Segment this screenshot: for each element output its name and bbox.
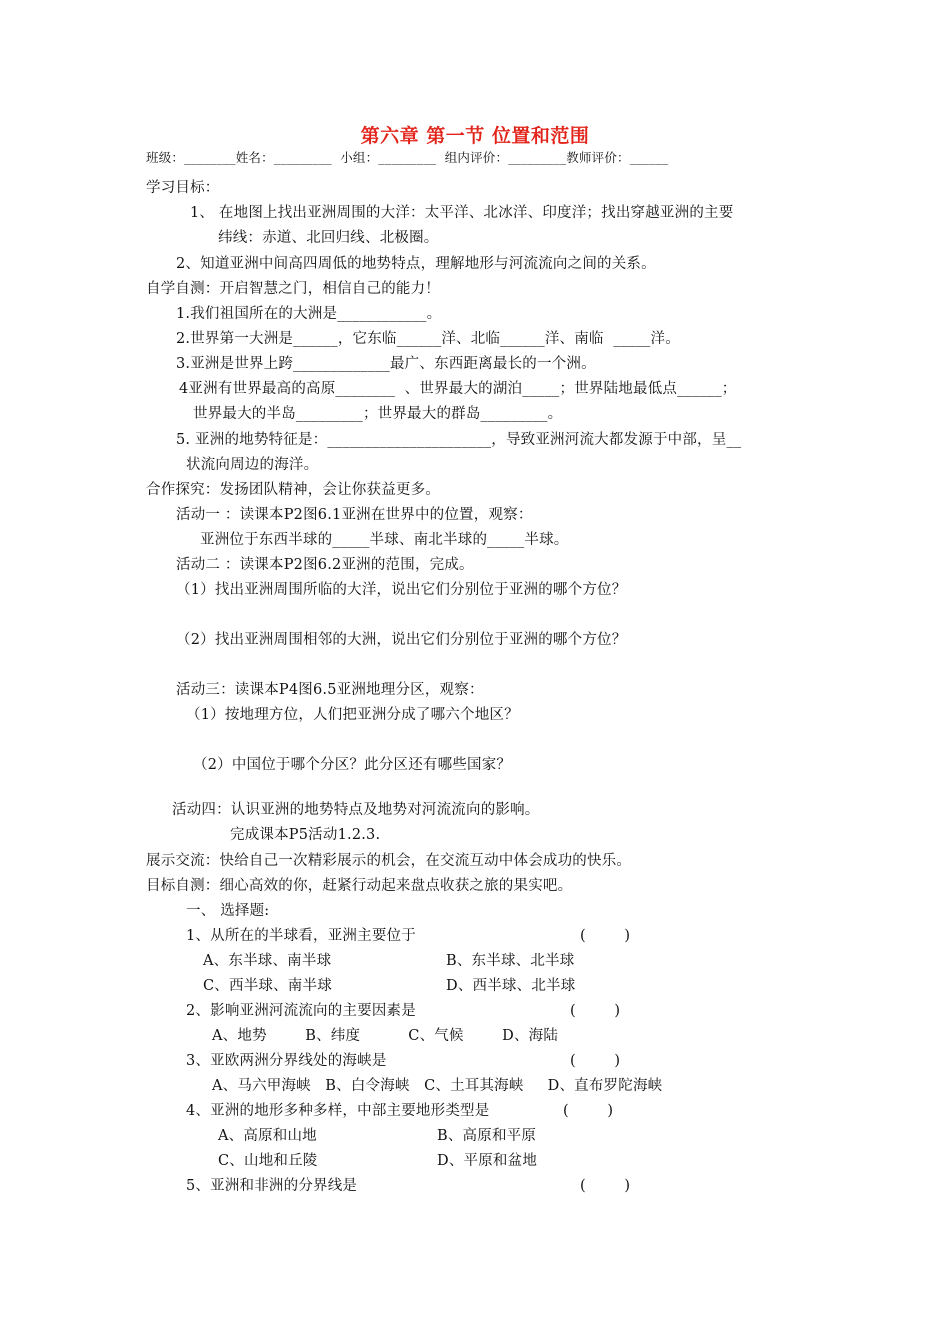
choice-q1: 1、从所在的半球看，亚洲主要位于 xyxy=(186,928,416,944)
choice-q4-option-a: A、高原和山地 xyxy=(218,1128,317,1144)
choice-q1-answer-paren: ( ) xyxy=(580,928,631,944)
self-test-q4-line2: 世界最大的半岛_________；世界最大的群岛_________。 xyxy=(193,406,563,422)
choice-q4-option-c: C、山地和丘陵 xyxy=(218,1153,318,1169)
self-test-q3: 3.亚洲是世界上跨_____________最广、东西距离最长的一个洲。 xyxy=(176,356,596,372)
self-test-q2: 2.世界第一大洲是______，它东临______洋、北临______洋、南临 _____洋。 xyxy=(176,331,680,347)
activity-4: 活动四：认识亚洲的地势特点及地势对河流流向的影响。 xyxy=(172,802,540,818)
choice-q1-option-c: C、西半球、南半球 xyxy=(203,978,332,994)
choice-q3-options: A、马六甲海峡 B、白令海峡 C、土耳其海峡 D、直布罗陀海峡 xyxy=(212,1078,663,1094)
choice-q1-option-b: B、东半球、北半球 xyxy=(446,953,575,969)
activity-3: 活动三：读课本P4图6.5亚洲地理分区，观察： xyxy=(176,682,484,698)
choice-q2: 2、影响亚洲河流流向的主要因素是 xyxy=(186,1003,416,1019)
activity-1: 活动一 ：读课本P2图6.1亚洲在世界中的位置，观察： xyxy=(176,507,533,523)
self-test-q5-line2: 状流向周边的海洋。 xyxy=(186,457,319,473)
choice-heading: 一、 选择题: xyxy=(186,903,270,919)
objective-1-line1: 1、 在地图上找出亚洲周围的大洋：太平洋、北冰洋、印度洋；找出穿越亚洲的主要 xyxy=(190,205,734,221)
choice-q4-option-d: D、平原和盆地 xyxy=(437,1153,538,1169)
activity-2: 活动二 ：读课本P2图6.2亚洲的范围，完成。 xyxy=(176,557,474,573)
explore-heading: 合作探究：发扬团队精神，会让你获益更多。 xyxy=(146,482,440,498)
target-self-test: 目标自测：细心高效的你，赶紧行动起来盘点收获之旅的果实吧。 xyxy=(146,878,573,894)
choice-q4-option-b: B、高原和平原 xyxy=(437,1128,537,1144)
objective-2: 2、知道亚洲中间高四周低的地势特点，理解地形与河流流向之间的关系。 xyxy=(176,256,656,272)
activity-4-task: 完成课本P5活动1.2.3. xyxy=(230,827,381,843)
choice-q5-answer-paren: ( ) xyxy=(580,1178,631,1194)
choice-q5: 5、亚洲和非洲的分界线是 xyxy=(186,1178,358,1194)
show-exchange: 展示交流：快给自己一次精彩展示的机会，在交流互动中体会成功的快乐。 xyxy=(146,853,632,869)
self-test-q1: 1.我们祖国所在的大洲是____________。 xyxy=(176,306,442,322)
objective-1-line2: 纬线：赤道、北回归线、北极圈。 xyxy=(218,230,439,246)
student-info-line: 班级：________姓名：_________ 小组：_________ 组内评价：_________教师评价：______ xyxy=(146,150,669,165)
choice-q4: 4、亚洲的地形多种多样，中部主要地形类型是 xyxy=(186,1103,490,1119)
activity-3-question-2: （2）中国位于哪个分区？此分区还有哪些国家？ xyxy=(193,757,512,773)
activity-3-question-1: （1）按地理方位，人们把亚洲分成了哪六个地区？ xyxy=(186,707,519,723)
choice-q2-options: A、地势 B、纬度 C、气候 D、海陆 xyxy=(212,1028,559,1044)
self-test-q4-line1: 4亚洲有世界最高的高原________ 、世界最大的湖泊_____；世界陆地最低点______； xyxy=(179,381,737,397)
choice-q3-answer-paren: ( ) xyxy=(570,1053,621,1069)
activity-1-question: 亚洲位于东西半球的_____半球、南北半球的_____半球。 xyxy=(200,532,569,548)
self-test-q5-line1: 5. 亚洲的地势特征是：______________________，导致亚洲河流大都发源于中部，呈__ xyxy=(176,432,742,448)
choice-q2-answer-paren: ( ) xyxy=(570,1003,621,1019)
choice-q1-option-a: A、东半球、南半球 xyxy=(203,953,332,969)
choice-q1-option-d: D、西半球、北半球 xyxy=(446,978,576,994)
choice-q4-answer-paren: ( ) xyxy=(563,1103,614,1119)
self-test-heading: 自学自测：开启智慧之门，相信自己的能力！ xyxy=(146,281,440,297)
activity-2-question-2: （2）找出亚洲周围相邻的大洲，说出它们分别位于亚洲的哪个方位？ xyxy=(176,632,627,648)
page-title: 第六章 第一节 位置和范围 xyxy=(360,125,590,147)
activity-2-question-1: （1）找出亚洲周围所临的大洋，说出它们分别位于亚洲的哪个方位？ xyxy=(176,582,627,598)
objectives-heading: 学习目标： xyxy=(146,180,220,196)
choice-q3: 3、亚欧两洲分界线处的海峡是 xyxy=(186,1053,387,1069)
